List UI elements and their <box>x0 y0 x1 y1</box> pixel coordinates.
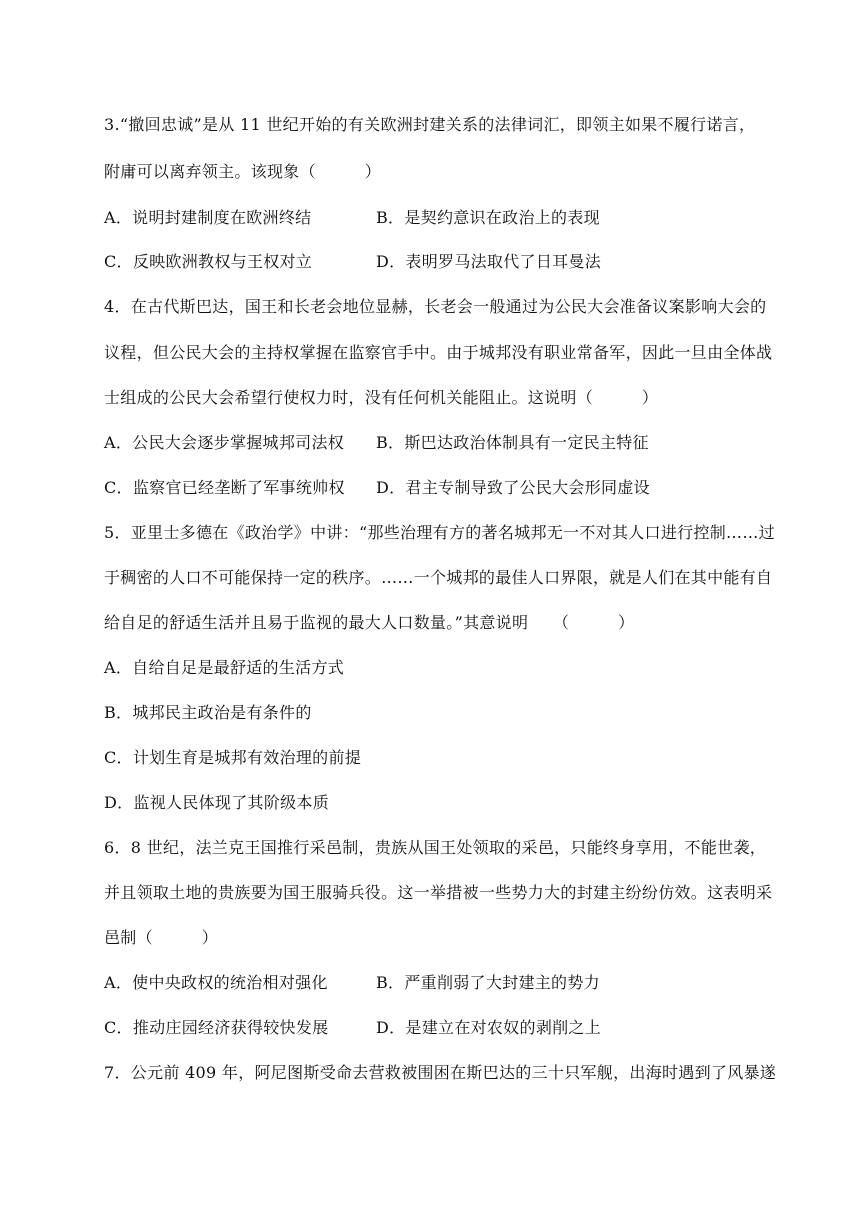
question-3-option-c: C．反映欧洲教权与王权对立 <box>104 252 313 271</box>
question-3-stem-line-1: 3.“撤回忠诚”是从 11 世纪开始的有关欧洲封建关系的法律词汇，即领主如果不履行诺言， <box>104 115 756 134</box>
question-6-stem-line-1: 6．8 世纪，法兰克王国推行采邑制，贵族从国王处领取的采邑，只能终身享用，不能世袭， <box>104 838 767 857</box>
question-6-option-d: D．是建立在对农奴的剥削之上 <box>376 1018 602 1037</box>
question-5-stem-line-2: 于稠密的人口不可能保持一定的秩序。……一个城邦的最佳人口界限，就是人们在其中能有自 <box>104 568 773 587</box>
question-6-option-b: B．严重削弱了大封建主的势力 <box>376 973 600 992</box>
question-7-stem-line-1: 7．公元前 409 年，阿尼图斯受命去营救被围困在斯巴达的三十只军舰，出海时遇到了风暴遂 <box>104 1063 777 1082</box>
question-4-stem-line-1: 4．在古代斯巴达，国王和长老会地位显赫，长老会一般通过为公民大会准备议案影响大会的 <box>104 297 767 316</box>
question-5-option-b: B．城邦民主政治是有条件的 <box>104 703 312 722</box>
question-6-stem-line-3: 邑制（ ） <box>104 928 219 947</box>
question-5-option-d: D．监视人民体现了其阶级本质 <box>104 793 330 812</box>
question-3-option-b: B．是契约意识在政治上的表现 <box>376 208 600 227</box>
question-6-option-c: C．推动庄园经济获得较快发展 <box>104 1018 329 1037</box>
question-4-option-c: C．监察官已经垄断了军事统帅权 <box>104 478 345 497</box>
question-4-stem-line-3: 士组成的公民大会希望行使权力时，没有任何机关能阻止。这说明（ ） <box>104 388 659 407</box>
question-6-stem-line-2: 并且领取土地的贵族要为国王服骑兵役。这一举措被一些势力大的封建主纷纷仿效。这表明采 <box>104 883 773 902</box>
question-3-option-a: A．说明封建制度在欧洲终结 <box>104 208 312 227</box>
question-5-option-a: A．自给自足是最舒适的生活方式 <box>104 658 345 677</box>
question-4-stem-line-2: 议程，但公民大会的主持权掌握在监察官手中。由于城邦没有职业常备军，因此一旦由全体战 <box>104 343 773 362</box>
question-5-stem-line-3: 给自足的舒适生活并且易于监视的最大人口数量。”其意说明 （ ） <box>104 613 635 632</box>
question-3-stem-line-2: 附庸可以离弃领主。该现象（ ） <box>104 162 382 181</box>
question-3-option-d: D．表明罗马法取代了日耳曼法 <box>376 252 602 271</box>
question-4-option-d: D．君主专制导致了公民大会形同虚设 <box>376 478 650 497</box>
question-5-stem-line-1: 5．亚里士多德在《政治学》中讲：“那些治理有方的著名城邦无一不对其人口进行控制……过 <box>104 523 775 542</box>
question-5-option-c: C．计划生育是城邦有效治理的前提 <box>104 748 362 767</box>
question-4-option-a: A．公民大会逐步掌握城邦司法权 <box>104 433 345 452</box>
question-4-option-b: B．斯巴达政治体制具有一定民主特征 <box>376 433 649 452</box>
question-6-option-a: A．使中央政权的统治相对强化 <box>104 973 328 992</box>
